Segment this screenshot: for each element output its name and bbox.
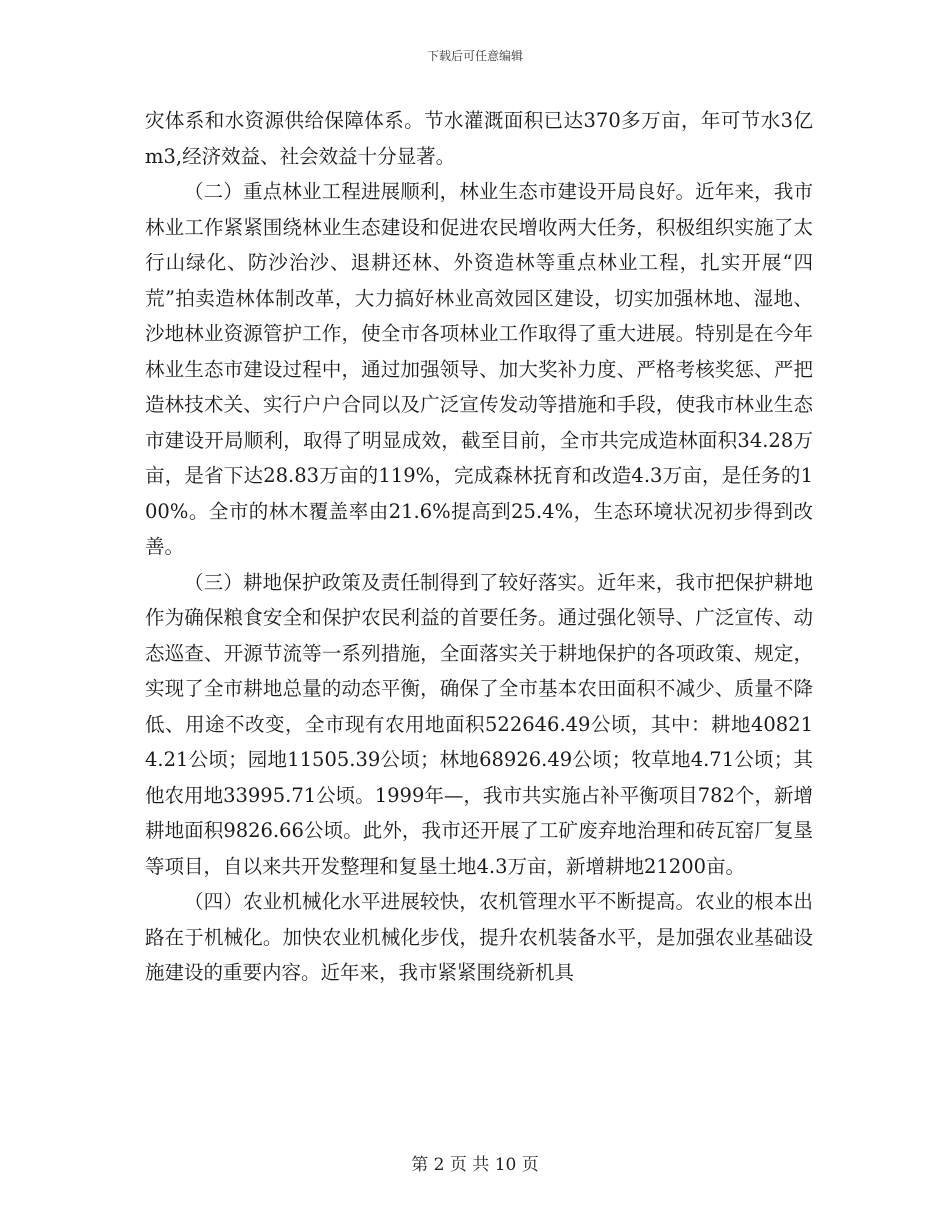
paragraph-4: （四）农业机械化水平进展较快，农机管理水平不断提高。农业的根本出路在于机械化。加快农业机械化步伐，提升农机装备水平，是加强农业基础设施建设的重要内容。近年来，我市紧紧围绕新机具 [145, 890, 813, 984]
page-number-footer: 第 2 页 共 10 页 [411, 1155, 539, 1175]
header-note: 下载后可任意编辑 [426, 49, 523, 63]
document-body [145, 103, 813, 991]
paragraph-3: （三）耕地保护政策及责任制得到了较好落实。近年来，我市把保护耕地作为确保粮食安全和保护农民利益的首要任务。通过强化领导、广泛宣传、动态巡查、开源节流等一系列措施，全面落实关于耕地保护的各项政策、规定，实现了全市耕地总量的动态平衡，确保了全市基本农田面积不减少、质量不降低、用途不改变，全市现有农用地面积522646.49公顷，其中：耕地408214.21公顷；园地11505.39公顷；林地68926.49公顷；牧草地4.71公顷；其他农用地33995.71公顷。1999年—，我市共实施占补平衡项目782个，新增耕地面积9826.66公顷。此外，我市还开展了工矿废弃地治理和砖瓦窑厂复垦等项目，自以来共开发整理和复垦土地4.3万亩，新增耕地21200亩。 [145, 570, 813, 878]
paragraph-2: （二）重点林业工程进展顺利，林业生态市建设开局良好。近年来，我市林业工作紧紧围绕林业生态建设和促进农民增收两大任务，积极组织实施了太行山绿化、防沙治沙、退耕还林、外资造林等重点林业工程，扎实开展“四荒”拍卖造林体制改革，大力搞好林业高效园区建设，切实加强林地、湿地、沙地林业资源管护工作，使全市各项林业工作取得了重大进展。特别是在今年林业生态市建设过程中，通过加强领导、加大奖补力度、严格考核奖惩、严把造林技术关、实行户户合同以及广泛宣传发动等措施和手段，使我市林业生态市建设开局顺利，取得了明显成效，截至目前，全市共完成造林面积34.28万亩，是省下达28.83万亩的119%，完成森林抚育和改造4.3万亩，是任务的100%。全市的林木覆盖率由21.6%提高到25.4%，生态环境状况初步得到改善。 [145, 180, 813, 558]
paragraph-1: 灾体系和水资源供给保障体系。节水灌溉面积已达370多万亩，年可节水3亿m3,经济效益、社会效益十分显著。 [145, 109, 813, 168]
